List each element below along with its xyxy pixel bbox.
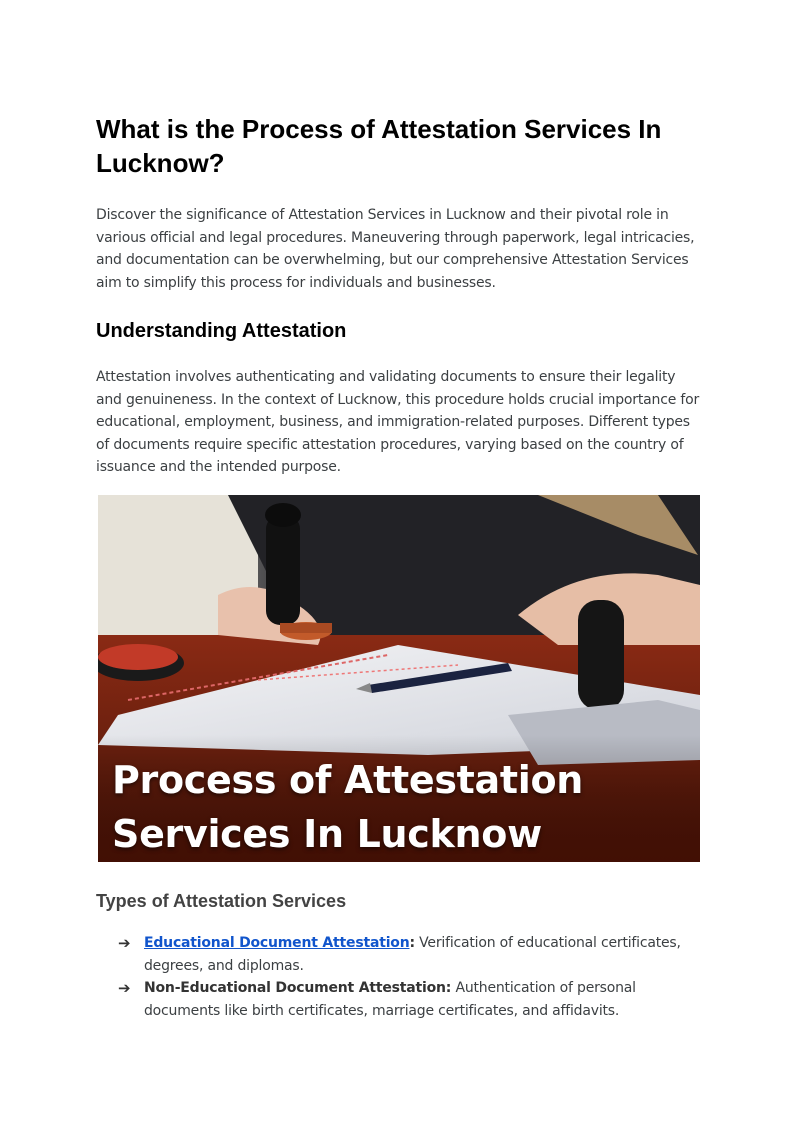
section-heading-understanding: Understanding Attestation — [96, 320, 347, 342]
hero-caption-line1: Process of Attestation — [112, 758, 584, 802]
page-title: What is the Process of Attestation Services In Lucknow? — [96, 114, 662, 178]
list-item — [118, 932, 698, 977]
list-item — [118, 977, 698, 1022]
understanding-paragraph: Attestation involves authenticating and validating documents to ensure their legality and genuineness. In the context of Lucknow, this procedure holds crucial importance for educational, employment, business, and immigration-related purposes. Different types of documents require specific attestation procedures, varying based on the country of issuance and the intended purpose. — [96, 369, 700, 475]
item-description: Authentication of personal documents like birth certificates, marriage certificates, and affidavits. — [144, 980, 636, 1019]
hero-caption — [112, 753, 583, 861]
hero-image — [98, 495, 700, 862]
intro-paragraph: Discover the significance of Attestation Services in Lucknow and their pivotal role in various official and legal procedures. Maneuvering through paperwork, legal intricacies, and documentation can be overwhelming, but our comprehensive Attestation Services aim to simplify this process for individuals and businesses. — [96, 207, 695, 291]
document-body — [96, 112, 701, 479]
section-heading-types: Types of Attestation Services — [96, 891, 347, 911]
hero-caption-line2: Services In Lucknow — [112, 812, 542, 856]
arrow-right-icon: ➔ — [118, 979, 131, 997]
item-description: Verification of educational certificates, degrees, and diplomas. — [144, 935, 681, 974]
arrow-right-icon: ➔ — [118, 934, 131, 952]
types-list — [118, 932, 698, 1022]
item-colon: : — [409, 935, 415, 951]
item-term: Non-Educational Document Attestation: — [144, 980, 452, 996]
educational-attestation-link[interactable]: Educational Document Attestation — [144, 935, 410, 951]
